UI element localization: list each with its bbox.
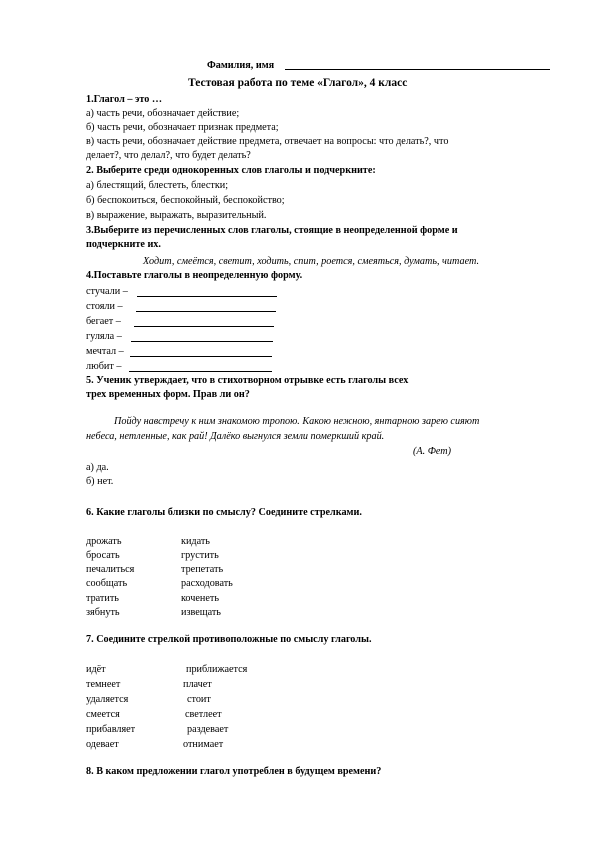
- q7-left-word: темнеет: [86, 679, 121, 690]
- q6-right-word: грустить: [181, 550, 219, 561]
- q4-item: мечтал –: [86, 346, 124, 357]
- q7-left-word: смеется: [86, 709, 120, 720]
- q7-right-word: раздевает: [187, 724, 229, 735]
- q4-answer-line: [136, 311, 276, 312]
- q6-left-word: дрожать: [86, 536, 122, 547]
- q4-answer-line: [134, 326, 274, 327]
- q5-option-a: а) да.: [86, 462, 109, 473]
- q6-left-word: сообщать: [86, 578, 128, 589]
- q6-right-word: трепетать: [181, 564, 224, 575]
- q4-item: стояли –: [86, 301, 123, 312]
- q4-item: стучали –: [86, 286, 128, 297]
- q1-option-b: б) часть речи, обозначает признак предмета;: [86, 122, 279, 133]
- q7-right-word: плачет: [183, 679, 212, 690]
- q2-option-c: в) выражение, выражать, выразительный.: [86, 210, 267, 221]
- q1-option-a: а) часть речи, обозначает действие;: [86, 108, 240, 119]
- q4-answer-line: [130, 356, 272, 357]
- q7-left-word: прибавляет: [86, 724, 136, 735]
- q4-answer-line: [131, 341, 273, 342]
- q4-answer-line: [129, 371, 272, 372]
- q5-poem-line1: Пойду навстречу к ним знакомою тропою. Какою нежною, янтарною зарею сияют: [114, 416, 480, 427]
- q2-option-a: а) блестящий, блестеть, блестки;: [86, 180, 229, 191]
- q7-right-word: приближается: [186, 664, 248, 675]
- q5-poem-line2: небеса, нетленные, как рай! Далёко выгнулся земли померкший край.: [86, 431, 385, 442]
- q7-right-word: стоит: [187, 694, 211, 705]
- q2-option-b: б) беспокоиться, беспокойный, беспокойство;: [86, 195, 285, 206]
- q7-left-word: идёт: [86, 664, 106, 675]
- q1-question: 1.Глагол – это …: [86, 94, 163, 105]
- q5-question-line1: 5. Ученик утверждает, что в стихотворном отрывке есть глаголы всех: [86, 375, 409, 386]
- q3-word-list: Ходит, смеётся, светит, ходить, спит, роется, смеяться, думать, читает.: [143, 256, 479, 267]
- q6-left-word: зябнуть: [86, 607, 120, 618]
- q6-right-word: извещать: [181, 607, 221, 618]
- q4-item: бегает –: [86, 316, 121, 327]
- q7-right-word: отнимает: [183, 739, 224, 750]
- q6-right-word: коченеть: [181, 593, 219, 604]
- q6-question: 6. Какие глаголы близки по смыслу? Соедините стрелками.: [86, 507, 362, 518]
- q7-left-word: удаляется: [86, 694, 129, 705]
- q4-question: 4.Поставьте глаголы в неопределенную форму.: [86, 270, 303, 281]
- name-label: Фамилия, имя: [207, 60, 275, 71]
- q1-option-c-cont: делает?, что делал?, что будет делать?: [86, 150, 251, 161]
- q4-item: любит –: [86, 361, 122, 372]
- page-title: Тестовая работа по теме «Глагол», 4 класс: [188, 77, 408, 89]
- q4-answer-line: [137, 296, 277, 297]
- q5-poem-author: (А. Фет): [413, 446, 452, 457]
- q6-left-word: бросать: [86, 550, 120, 561]
- q3-question-line2: подчеркните их.: [86, 239, 161, 250]
- q4-item: гуляла –: [86, 331, 122, 342]
- q6-right-word: расходовать: [181, 578, 233, 589]
- q2-question: 2. Выберите среди однокоренных слов глаголы и подчеркните:: [86, 165, 376, 176]
- name-blank-line: [285, 69, 550, 70]
- q5-question-line2: трех временных форм. Прав ли он?: [86, 389, 250, 400]
- q6-left-word: тратить: [86, 593, 119, 604]
- q6-right-word: кидать: [181, 536, 210, 547]
- q3-question-line1: 3.Выберите из перечисленных слов глаголы, стоящие в неопределенной форме и: [86, 225, 458, 236]
- q6-left-word: печалиться: [86, 564, 135, 575]
- q5-option-b: б) нет.: [86, 476, 114, 487]
- q7-left-word: одевает: [86, 739, 119, 750]
- q1-option-c: в) часть речи, обозначает действие предмета, отвечает на вопросы: что делать?, что: [86, 136, 449, 147]
- q7-right-word: светлеет: [185, 709, 222, 720]
- q7-question: 7. Соедините стрелкой противоположные по смыслу глаголы.: [86, 634, 372, 645]
- q8-question: 8. В каком предложении глагол употреблен в будущем времени?: [86, 766, 382, 777]
